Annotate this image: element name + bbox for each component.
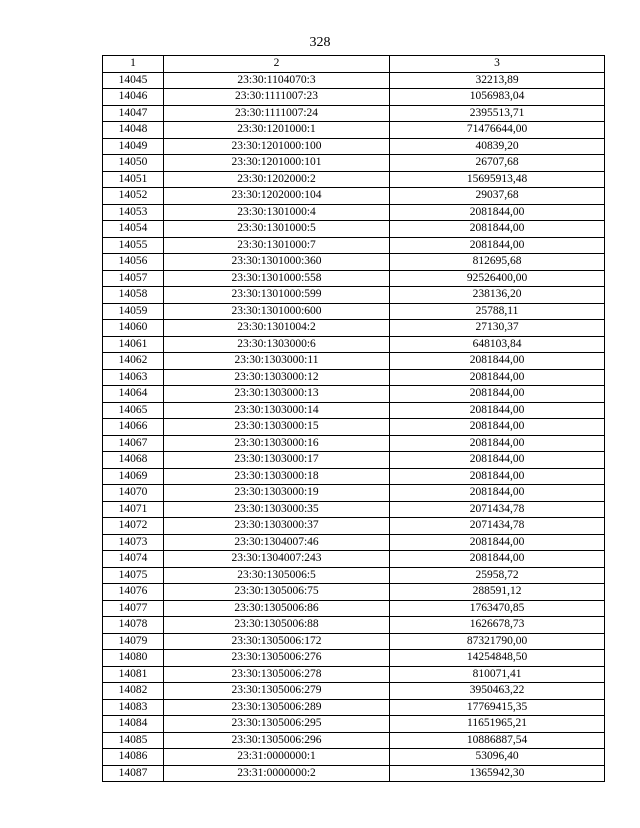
table-row bbox=[103, 452, 605, 469]
column-header-1: 1 bbox=[103, 56, 164, 73]
cadastral-number-cell: 23:30:1202000:2 bbox=[164, 171, 390, 188]
cadastral-value-cell: 2071434,78 bbox=[390, 501, 605, 518]
cadastral-number-cell: 23:30:1301000:558 bbox=[164, 270, 390, 287]
table-row bbox=[103, 402, 605, 419]
table-row bbox=[103, 617, 605, 634]
cadastral-value-cell: 87321790,00 bbox=[390, 633, 605, 650]
table-row bbox=[103, 666, 605, 683]
row-number-cell: 14054 bbox=[103, 221, 164, 238]
row-number-cell: 14049 bbox=[103, 138, 164, 155]
cadastral-number-cell: 23:30:1303000:37 bbox=[164, 518, 390, 535]
cadastral-value-cell: 2081844,00 bbox=[390, 435, 605, 452]
cadastral-value-cell: 32213,89 bbox=[390, 72, 605, 89]
cadastral-number-cell: 23:30:1303000:6 bbox=[164, 336, 390, 353]
cadastral-number-cell: 23:30:1305006:289 bbox=[164, 699, 390, 716]
table-row bbox=[103, 534, 605, 551]
table-row bbox=[103, 501, 605, 518]
cadastral-value-cell: 2081844,00 bbox=[390, 369, 605, 386]
table-row bbox=[103, 336, 605, 353]
table-row bbox=[103, 419, 605, 436]
cadastral-value-cell: 1365942,30 bbox=[390, 765, 605, 782]
cadastral-number-cell: 23:30:1202000:104 bbox=[164, 188, 390, 205]
row-number-cell: 14082 bbox=[103, 683, 164, 700]
table-row bbox=[103, 171, 605, 188]
cadastral-number-cell: 23:30:1104070:3 bbox=[164, 72, 390, 89]
row-number-cell: 14046 bbox=[103, 89, 164, 106]
row-number-cell: 14060 bbox=[103, 320, 164, 337]
row-number-cell: 14078 bbox=[103, 617, 164, 634]
row-number-cell: 14080 bbox=[103, 650, 164, 667]
row-number-cell: 14073 bbox=[103, 534, 164, 551]
cadastral-value-cell: 26707,68 bbox=[390, 155, 605, 172]
cadastral-value-cell: 648103,84 bbox=[390, 336, 605, 353]
row-number-cell: 14048 bbox=[103, 122, 164, 139]
table-row bbox=[103, 683, 605, 700]
cadastral-value-cell: 14254848,50 bbox=[390, 650, 605, 667]
column-header-3: 3 bbox=[390, 56, 605, 73]
cadastral-number-cell: 23:30:1305006:172 bbox=[164, 633, 390, 650]
cadastral-value-cell: 812695,68 bbox=[390, 254, 605, 271]
cadastral-value-cell: 2081844,00 bbox=[390, 419, 605, 436]
cadastral-number-cell: 23:30:1301000:7 bbox=[164, 237, 390, 254]
row-number-cell: 14064 bbox=[103, 386, 164, 403]
cadastral-number-cell: 23:30:1201000:100 bbox=[164, 138, 390, 155]
cadastral-value-cell: 288591,12 bbox=[390, 584, 605, 601]
row-number-cell: 14070 bbox=[103, 485, 164, 502]
cadastral-number-cell: 23:30:1305006:86 bbox=[164, 600, 390, 617]
cadastral-value-cell: 810071,41 bbox=[390, 666, 605, 683]
cadastral-value-cell: 1763470,85 bbox=[390, 600, 605, 617]
table-row bbox=[103, 699, 605, 716]
cadastral-number-cell: 23:30:1301000:5 bbox=[164, 221, 390, 238]
row-number-cell: 14063 bbox=[103, 369, 164, 386]
row-number-cell: 14075 bbox=[103, 567, 164, 584]
table-row bbox=[103, 72, 605, 89]
cadastral-value-cell: 2081844,00 bbox=[390, 221, 605, 238]
row-number-cell: 14079 bbox=[103, 633, 164, 650]
cadastral-value-cell: 2081844,00 bbox=[390, 204, 605, 221]
table-row bbox=[103, 105, 605, 122]
cadastral-number-cell: 23:31:0000000:2 bbox=[164, 765, 390, 782]
cadastral-number-cell: 23:30:1305006:296 bbox=[164, 732, 390, 749]
cadastral-number-cell: 23:30:1305006:5 bbox=[164, 567, 390, 584]
cadastral-value-cell: 27130,37 bbox=[390, 320, 605, 337]
row-number-cell: 14069 bbox=[103, 468, 164, 485]
cadastral-value-cell: 1626678,73 bbox=[390, 617, 605, 634]
cadastral-number-cell: 23:30:1201000:1 bbox=[164, 122, 390, 139]
row-number-cell: 14052 bbox=[103, 188, 164, 205]
cadastral-value-cell: 92526400,00 bbox=[390, 270, 605, 287]
table-row bbox=[103, 518, 605, 535]
table-row bbox=[103, 122, 605, 139]
row-number-cell: 14066 bbox=[103, 419, 164, 436]
cadastral-value-cell: 71476644,00 bbox=[390, 122, 605, 139]
cadastral-number-cell: 23:30:1303000:16 bbox=[164, 435, 390, 452]
row-number-cell: 14055 bbox=[103, 237, 164, 254]
row-number-cell: 14051 bbox=[103, 171, 164, 188]
row-number-cell: 14067 bbox=[103, 435, 164, 452]
cadastral-value-cell: 2071434,78 bbox=[390, 518, 605, 535]
table-row bbox=[103, 237, 605, 254]
table-row bbox=[103, 188, 605, 205]
row-number-cell: 14056 bbox=[103, 254, 164, 271]
cadastral-number-cell: 23:30:1305006:279 bbox=[164, 683, 390, 700]
row-number-cell: 14053 bbox=[103, 204, 164, 221]
cadastral-value-cell: 2395513,71 bbox=[390, 105, 605, 122]
cadastral-value-cell: 2081844,00 bbox=[390, 551, 605, 568]
cadastral-number-cell: 23:30:1303000:19 bbox=[164, 485, 390, 502]
table-row bbox=[103, 567, 605, 584]
row-number-cell: 14074 bbox=[103, 551, 164, 568]
table-row bbox=[103, 716, 605, 733]
table-header-row bbox=[103, 56, 605, 73]
page-number: 328 bbox=[309, 35, 331, 50]
cadastral-value-cell: 3950463,22 bbox=[390, 683, 605, 700]
cadastral-value-cell: 2081844,00 bbox=[390, 402, 605, 419]
cadastral-number-cell: 23:30:1303000:12 bbox=[164, 369, 390, 386]
table-row bbox=[103, 320, 605, 337]
cadastral-value-cell: 53096,40 bbox=[390, 749, 605, 766]
row-number-cell: 14047 bbox=[103, 105, 164, 122]
row-number-cell: 14084 bbox=[103, 716, 164, 733]
cadastral-number-cell: 23:30:1301000:4 bbox=[164, 204, 390, 221]
table-row bbox=[103, 287, 605, 304]
cadastral-value-cell: 15695913,48 bbox=[390, 171, 605, 188]
table-row bbox=[103, 650, 605, 667]
cadastral-value-cell: 2081844,00 bbox=[390, 353, 605, 370]
cadastral-number-cell: 23:30:1303000:17 bbox=[164, 452, 390, 469]
cadastral-number-cell: 23:30:1111007:24 bbox=[164, 105, 390, 122]
cadastral-value-cell: 2081844,00 bbox=[390, 237, 605, 254]
cadastral-number-cell: 23:30:1305006:278 bbox=[164, 666, 390, 683]
row-number-cell: 14071 bbox=[103, 501, 164, 518]
table-row bbox=[103, 749, 605, 766]
table-row bbox=[103, 485, 605, 502]
cadastral-number-cell: 23:30:1301004:2 bbox=[164, 320, 390, 337]
cadastral-value-cell: 40839,20 bbox=[390, 138, 605, 155]
row-number-cell: 14050 bbox=[103, 155, 164, 172]
cadastral-value-table bbox=[102, 55, 605, 782]
cadastral-number-cell: 23:30:1305006:75 bbox=[164, 584, 390, 601]
cadastral-number-cell: 23:31:0000000:1 bbox=[164, 749, 390, 766]
table-row bbox=[103, 435, 605, 452]
cadastral-value-cell: 11651965,21 bbox=[390, 716, 605, 733]
cadastral-number-cell: 23:30:1303000:18 bbox=[164, 468, 390, 485]
cadastral-value-cell: 2081844,00 bbox=[390, 485, 605, 502]
cadastral-value-cell: 2081844,00 bbox=[390, 452, 605, 469]
cadastral-value-cell: 25788,11 bbox=[390, 303, 605, 320]
table-row bbox=[103, 138, 605, 155]
row-number-cell: 14086 bbox=[103, 749, 164, 766]
row-number-cell: 14068 bbox=[103, 452, 164, 469]
cadastral-value-cell: 238136,20 bbox=[390, 287, 605, 304]
cadastral-number-cell: 23:30:1301000:360 bbox=[164, 254, 390, 271]
row-number-cell: 14045 bbox=[103, 72, 164, 89]
table-row bbox=[103, 732, 605, 749]
table-row bbox=[103, 303, 605, 320]
table-row bbox=[103, 353, 605, 370]
table-row bbox=[103, 765, 605, 782]
cadastral-value-cell: 1056983,04 bbox=[390, 89, 605, 106]
cadastral-number-cell: 23:30:1301000:600 bbox=[164, 303, 390, 320]
cadastral-value-cell: 17769415,35 bbox=[390, 699, 605, 716]
table-row bbox=[103, 600, 605, 617]
row-number-cell: 14072 bbox=[103, 518, 164, 535]
cadastral-number-cell: 23:30:1305006:276 bbox=[164, 650, 390, 667]
cadastral-value-cell: 2081844,00 bbox=[390, 468, 605, 485]
table-row bbox=[103, 155, 605, 172]
row-number-cell: 14061 bbox=[103, 336, 164, 353]
table-row bbox=[103, 270, 605, 287]
cadastral-number-cell: 23:30:1301000:599 bbox=[164, 287, 390, 304]
column-header-2: 2 bbox=[164, 56, 390, 73]
row-number-cell: 14059 bbox=[103, 303, 164, 320]
row-number-cell: 14076 bbox=[103, 584, 164, 601]
row-number-cell: 14058 bbox=[103, 287, 164, 304]
table-row bbox=[103, 221, 605, 238]
cadastral-number-cell: 23:30:1303000:13 bbox=[164, 386, 390, 403]
table-row bbox=[103, 89, 605, 106]
cadastral-number-cell: 23:30:1304007:46 bbox=[164, 534, 390, 551]
table-row bbox=[103, 584, 605, 601]
table-row bbox=[103, 551, 605, 568]
row-number-cell: 14065 bbox=[103, 402, 164, 419]
table-row bbox=[103, 369, 605, 386]
cadastral-number-cell: 23:30:1304007:243 bbox=[164, 551, 390, 568]
table-row bbox=[103, 468, 605, 485]
cadastral-number-cell: 23:30:1305006:295 bbox=[164, 716, 390, 733]
row-number-cell: 14077 bbox=[103, 600, 164, 617]
cadastral-number-cell: 23:30:1201000:101 bbox=[164, 155, 390, 172]
row-number-cell: 14087 bbox=[103, 765, 164, 782]
cadastral-number-cell: 23:30:1303000:35 bbox=[164, 501, 390, 518]
table-row bbox=[103, 386, 605, 403]
cadastral-number-cell: 23:30:1305006:88 bbox=[164, 617, 390, 634]
cadastral-value-cell: 10886887,54 bbox=[390, 732, 605, 749]
table-row bbox=[103, 254, 605, 271]
row-number-cell: 14083 bbox=[103, 699, 164, 716]
row-number-cell: 14085 bbox=[103, 732, 164, 749]
cadastral-value-cell: 29037,68 bbox=[390, 188, 605, 205]
table-row bbox=[103, 204, 605, 221]
cadastral-number-cell: 23:30:1303000:15 bbox=[164, 419, 390, 436]
row-number-cell: 14081 bbox=[103, 666, 164, 683]
cadastral-value-cell: 25958,72 bbox=[390, 567, 605, 584]
cadastral-value-cell: 2081844,00 bbox=[390, 386, 605, 403]
cadastral-value-cell: 2081844,00 bbox=[390, 534, 605, 551]
cadastral-number-cell: 23:30:1303000:11 bbox=[164, 353, 390, 370]
cadastral-number-cell: 23:30:1303000:14 bbox=[164, 402, 390, 419]
cadastral-number-cell: 23:30:1111007:23 bbox=[164, 89, 390, 106]
row-number-cell: 14057 bbox=[103, 270, 164, 287]
table-body bbox=[103, 72, 605, 782]
table-row bbox=[103, 633, 605, 650]
row-number-cell: 14062 bbox=[103, 353, 164, 370]
